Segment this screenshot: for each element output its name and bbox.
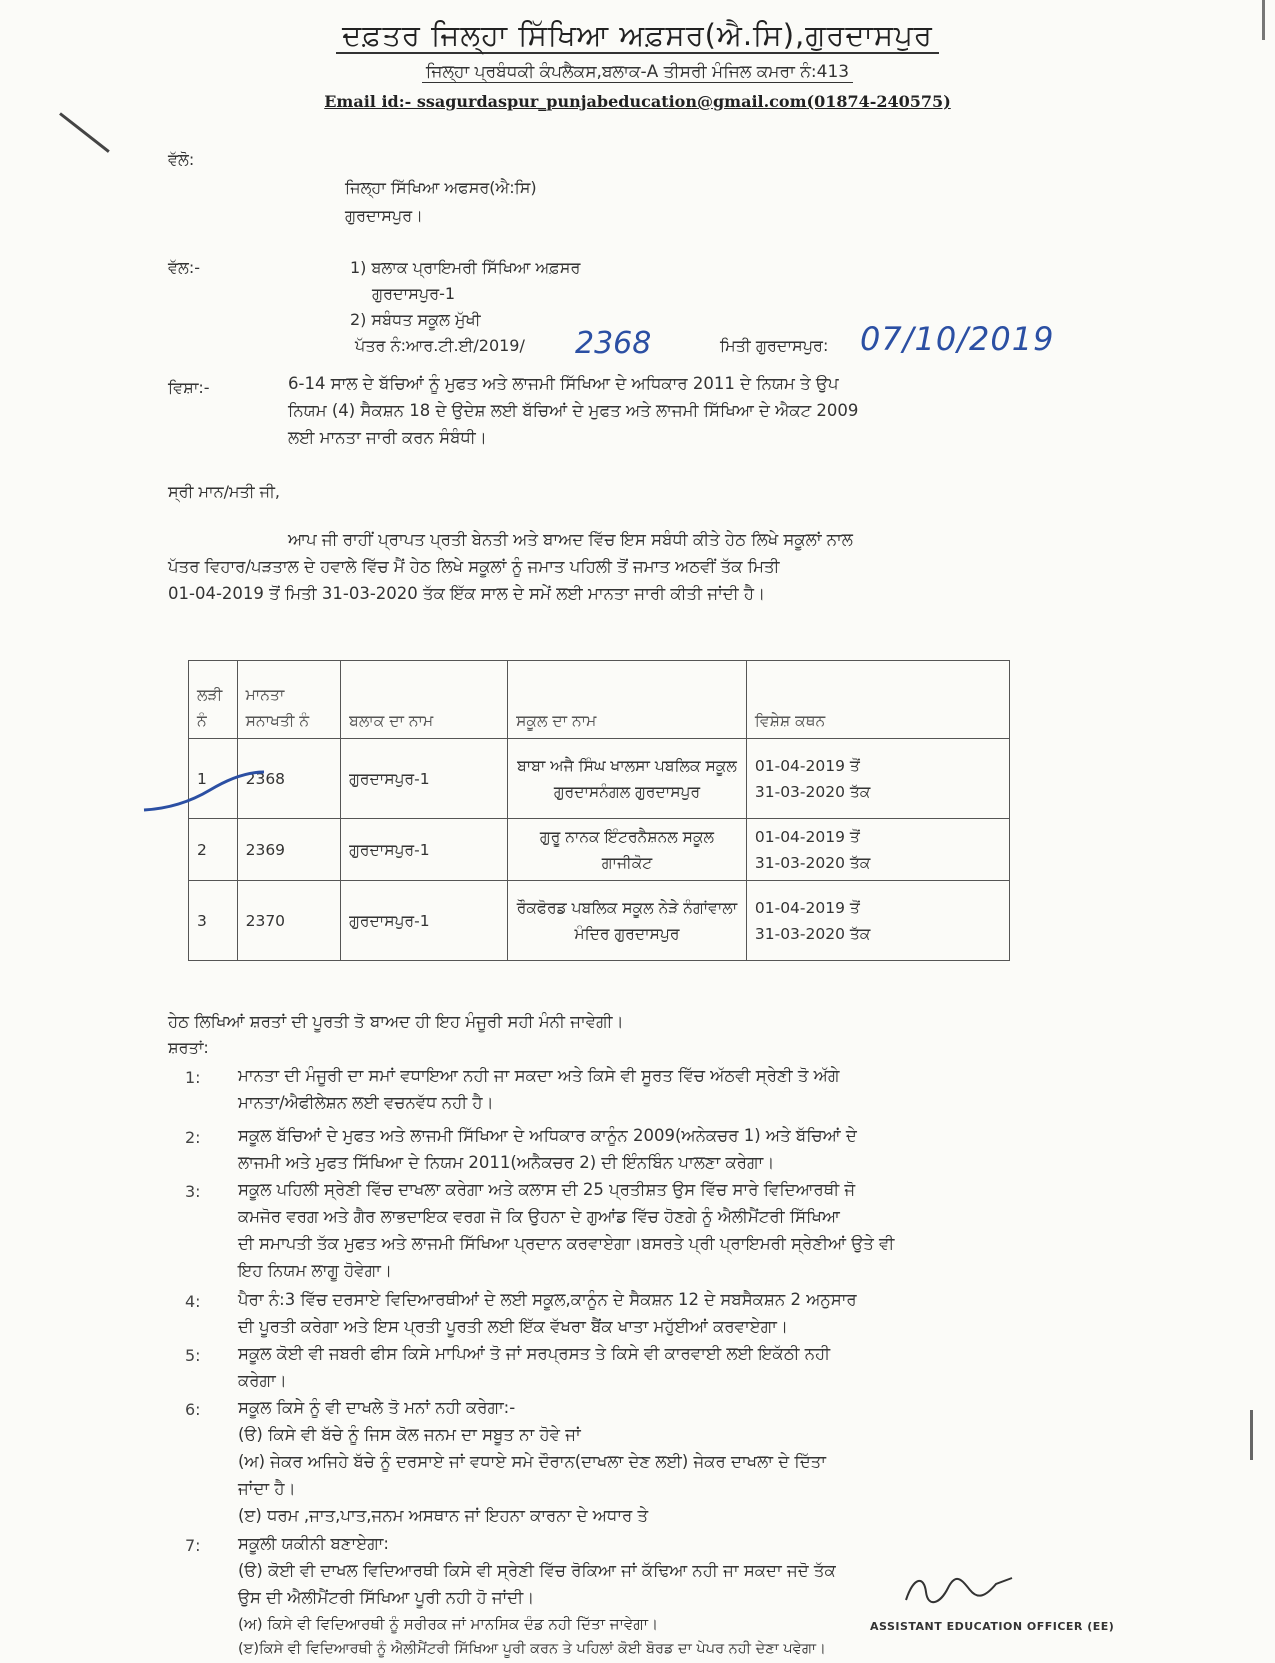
signature [900, 1570, 1020, 1610]
condition-3-line-1: ਸਕੂਲ ਪਹਿਲੀ ਸ੍ਰੇਣੀ ਵਿੱਚ ਦਾਖਲਾ ਕਰੇਗਾ ਅਤੇ ਕਲਾਸ ਦੀ 25 ਪ੍ਰਤੀਸ਼ਤ ਉਸ ਵਿੱਚ ਸਾਰੇ ਵਿਦਿਆਰਥੀ ਜੋ [238, 1180, 856, 1199]
condition-2-number: 2: [185, 1128, 201, 1147]
header-remarks: ਵਿਸ਼ੇਸ਼ ਕਥਨ [746, 661, 1009, 739]
cell-recognition-id: 2368 [237, 739, 341, 819]
to-line-3: 2) ਸਬੰਧਤ ਸਕੂਲ ਮੁੱਖੀ [350, 310, 481, 329]
condition-3-line-2: ਕਮਜੋਰ ਵਰਗ ਅਤੇ ਗੈਰ ਲਾਭਦਾਇਕ ਵਰਗ ਜੋ ਕਿ ਉਹਨਾ ਦੇ ਗੁਆਂਡ ਵਿੱਚ ਹੋਣਗੇ ਨੂੰ ਐਲੀਮੈਂਟਰੀ ਸਿੱਖਿਆ [238, 1207, 840, 1226]
condition-7-line-1: ਸਕੂਲੀ ਯਕੀਨੀ ਬਣਾਏਗਾ: [238, 1534, 389, 1553]
from-line-1: ਜਿਲ੍ਹਾ ਸਿੱਖਿਆ ਅਫਸਰ(ਐ:ਸਿ) [345, 178, 537, 197]
handwritten-tick [140, 768, 270, 818]
to-label: ਵੱਲ:- [168, 258, 200, 277]
cell-block: ਗੁਰਦਾਸਪੁਰ-1 [341, 881, 508, 961]
scan-mark-left [59, 112, 110, 153]
cell-remarks [746, 739, 1009, 819]
body-line-1: ਆਪ ਜੀ ਰਾਹੀਂ ਪ੍ਰਾਪਤ ਪ੍ਰਤੀ ਬੇਨਤੀ ਅਤੇ ਬਾਅਦ ਵਿੱਚ ਇਸ ਸਬੰਧੀ ਕੀਤੇ ਹੇਠ ਲਿਖੇ ਸਕੂਲਾਂ ਨਾਲ [288, 530, 853, 549]
salutation: ਸ੍ਰੀ ਮਾਨ/ਮਤੀ ਜੀ, [168, 482, 280, 501]
cell-remarks [746, 819, 1009, 881]
letter-date-handwritten: 07/10/2019 [860, 320, 1055, 358]
cell-serial: 1 [189, 739, 238, 819]
header-block: ਬਲਾਕ ਦਾ ਨਾਮ [341, 661, 508, 739]
approval-note: ਹੇਠ ਲਿਖਿਆਂ ਸ਼ਰਤਾਂ ਦੀ ਪੂਰਤੀ ਤੋ ਬਾਅਦ ਹੀ ਇਹ ਮੰਜੂਰੀ ਸਹੀ ਮੰਨੀ ਜਾਵੇਗੀ। [168, 1012, 624, 1031]
subject-line-2: ਨਿਯਮ (4) ਸੈਕਸ਼ਨ 18 ਦੇ ਉਦੇਸ਼ ਲਈ ਬੱਚਿਆਂ ਦੇ ਮੁਫਤ ਅਤੇ ਲਾਜਮੀ ਸਿੱਖਿਆ ਦੇ ਐਕਟ 2009 [288, 401, 859, 420]
condition-2-line-2: ਲਾਜਮੀ ਅਤੇ ਮੁਫਤ ਸਿੱਖਿਆ ਦੇ ਨਿਯਮ 2011(ਅਨੈਕਚਰ 2) ਦੀ ਇੰਨਬਿੰਨ ਪਾਲਣਾ ਕਰੇਗਾ। [238, 1153, 775, 1172]
from-line-2: ਗੁਰਦਾਸਪੁਰ। [345, 206, 423, 225]
condition-1-line-2: ਮਾਨਤਾ/ਐਫੀਲੇਸ਼ਨ ਲਈ ਵਚਨਵੱਧ ਨਹੀ ਹੈ। [238, 1093, 494, 1112]
remark-to: 31-03-2020 ਤੱਕ [754, 853, 871, 872]
condition-6-line-2: (ੳ) ਕਿਸੇ ਵੀ ਬੱਚੇ ਨੂੰ ਜਿਸ ਕੋਲ ਜਨਮ ਦਾ ਸਬੂਤ ਨਾ ਹੋਵੇ ਜਾਂ [238, 1425, 581, 1444]
condition-1-number: 1: [185, 1068, 201, 1087]
condition-5-line-2: ਕਰੇਗਾ। [238, 1371, 287, 1390]
cell-block: ਗੁਰਦਾਸਪੁਰ-1 [341, 819, 508, 881]
cell-recognition-id: 2370 [237, 881, 341, 961]
table-row [189, 819, 1010, 881]
subject-line-1: 6-14 ਸਾਲ ਦੇ ਬੱਚਿਆਂ ਨੂੰ ਮੁਫਤ ਅਤੇ ਲਾਜਮੀ ਸਿੱਖਿਆ ਦੇ ਅਧਿਕਾਰ 2011 ਦੇ ਨਿਯਮ ਤੇ ਉਪ [288, 374, 839, 393]
schools-table [188, 660, 1010, 961]
conditions-label: ਸ਼ਰਤਾਂ: [168, 1038, 209, 1057]
header-recognition-id: ਮਾਨਤਾ ਸਨਾਖਤੀ ਨੰ [237, 661, 341, 739]
condition-7-line-5: (ੲ)ਕਿਸੇ ਵੀ ਵਿਦਿਆਰਥੀ ਨੂੰ ਐਲੀਮੈਂਟਰੀ ਸਿੱਖਿਆ ਪੂਰੀ ਕਰਨ ਤੇ ਪਹਿਲਾਂ ਕੋਈ ਬੋਰਡ ਦਾ ਪੇਪਰ ਨਹੀ ਦੇਣਾ ਪਵੇਗਾ। [238, 1641, 826, 1657]
condition-6-line-4: ਜਾਂਦਾ ਹੈ। [238, 1479, 296, 1498]
subject-label: ਵਿਸ਼ਾ:- [168, 378, 210, 397]
cell-serial: 2 [189, 819, 238, 881]
office-heading: ਦਫ਼ਤਰ ਜਿਲ੍ਹਾ ਸਿੱਖਿਆ ਅਫ਼ਸਰ(ਐ.ਸਿ),ਗੁਰਦਾਸਪੁਰ [0, 18, 1275, 53]
condition-4-number: 4: [185, 1292, 201, 1311]
to-line-2: ਗੁਰਦਾਸਪੁਰ-1 [372, 284, 456, 303]
condition-7-line-4: (ਅ) ਕਿਸੇ ਵੀ ਵਿਦਿਆਰਥੀ ਨੂੰ ਸਰੀਰਕ ਜਾਂ ਮਾਨਸਿਕ ਦੰਡ ਨਹੀ ਦਿੱਤਾ ਜਾਵੇਗਾ। [238, 1615, 659, 1633]
condition-6-line-5: (ੲ) ਧਰਮ ,ਜਾਤ,ਪਾਤ,ਜਨਮ ਅਸਥਾਨ ਜਾਂ ਇਹਨਾ ਕਾਰਨਾ ਦੇ ਅਧਾਰ ਤੇ [238, 1506, 649, 1525]
condition-4-line-2: ਦੀ ਪੂਰਤੀ ਕਰੇਗਾ ਅਤੇ ਇਸ ਪ੍ਰਤੀ ਪੂਰਤੀ ਲਈ ਇੱਕ ਵੱਖਰਾ ਬੈਂਕ ਖਾਤਾ ਮਹੁੱਈਆਂ ਕਰਵਾਏਗਾ। [238, 1317, 788, 1336]
header-school: ਸਕੂਲ ਦਾ ਨਾਮ [508, 661, 747, 739]
condition-7-line-3: ਉਸ ਦੀ ਐਲੀਮੈਂਟਰੀ ਸਿੱਖਿਆ ਪੂਰੀ ਨਹੀ ਹੋ ਜਾਂਦੀ। [238, 1588, 535, 1607]
from-label: ਵੱਲੋ: [168, 150, 195, 169]
condition-6-line-3: (ਅ) ਜੇਕਰ ਅਜਿਹੇ ਬੱਚੇ ਨੂੰ ਦਰਸਾਏ ਜਾਂ ਵਧਾਏ ਸਮੇ ਦੌਰਾਨ(ਦਾਖਲਾ ਦੇਣ ਲਈ) ਜੇਕਰ ਦਾਖਲਾ ਦੇ ਦਿੱਤਾ [238, 1452, 826, 1471]
table-row [189, 881, 1010, 961]
cell-school: ਰੌਕਫੋਰਡ ਪਬਲਿਕ ਸਕੂਲ ਨੇੜੇ ਨੰਗਾਂਵਾਲਾ ਮੰਦਿਰ ਗੁਰਦਾਸਪੁਰ [508, 881, 747, 961]
letter-number-handwritten: 2368 [575, 326, 652, 361]
condition-3-line-3: ਦੀ ਸਮਾਪਤੀ ਤੱਕ ਮੁਫਤ ਅਤੇ ਲਾਜਮੀ ਸਿੱਖਿਆ ਪ੍ਰਦਾਨ ਕਰਵਾਏਗਾ।ਬਸਰਤੇ ਪ੍ਰੀ ਪ੍ਰਾਇਮਰੀ ਸ੍ਰੇਣੀਆਂ ਉਤੇ ਵੀ [238, 1234, 895, 1253]
condition-2-line-1: ਸਕੂਲ ਬੱਚਿਆਂ ਦੇ ਮੁਫਤ ਅਤੇ ਲਾਜਮੀ ਸਿੱਖਿਆ ਦੇ ਅਧਿਕਾਰ ਕਾਨੂੰਨ 2009(ਅਨੇਕਚਰ 1) ਅਤੇ ਬੱਚਿਆਂ ਦੇ [238, 1126, 857, 1145]
office-email: Email id:- ssagurdaspur_punjabeducation@gmail.com(01874-240575) [324, 92, 951, 111]
table-row [189, 739, 1010, 819]
body-line-3: 01-04-2019 ਤੋਂ ਮਿਤੀ 31-03-2020 ਤੱਕ ਇੱਕ ਸਾਲ ਦੇ ਸਮੇਂ ਲਈ ਮਾਨਤਾ ਜਾਰੀ ਕੀਤੀ ਜਾਂਦੀ ਹੈ। [168, 584, 766, 603]
cell-school: ਗੁਰੂ ਨਾਨਕ ਇੰਟਰਨੈਸ਼ਨਲ ਸਕੂਲ ਗਾਜੀਕੋਟ [508, 819, 747, 881]
header-serial: ਲੜੀ ਨੰ [189, 661, 238, 739]
scan-mark-right-mid [1250, 1410, 1253, 1460]
condition-7-line-2: (ੳ) ਕੋਈ ਵੀ ਦਾਖਲ ਵਿਦਿਆਰਥੀ ਕਿਸੇ ਵੀ ਸ੍ਰੇਣੀ ਵਿੱਚ ਰੋਕਿਆ ਜਾਂ ਕੱਢਿਆ ਨਹੀ ਜਾ ਸਕਦਾ ਜਦੋ ਤੱਕ [238, 1561, 836, 1580]
remark-from: 01-04-2019 ਤੋਂ [754, 756, 860, 775]
condition-4-line-1: ਪੈਰਾ ਨੰ:3 ਵਿੱਚ ਦਰਸਾਏ ਵਿਦਿਆਰਥੀਆਂ ਦੇ ਲਈ ਸਕੂਲ,ਕਾਨੂੰਨ ਦੇ ਸੈਕਸ਼ਨ 12 ਦੇ ਸਬਸੈਕਸ਼ਨ 2 ਅਨੁਸਾਰ [238, 1290, 857, 1309]
remark-from: 01-04-2019 ਤੋਂ [754, 827, 860, 846]
office-address: ਜਿਲ੍ਹਾ ਪ੍ਰਬੰਧਕੀ ਕੰਪਲੈਕਸ,ਬਲਾਕ-A ਤੀਸਰੀ ਮੰਜਿਲ ਕਮਰਾ ਨੰ:413 [0, 62, 1275, 82]
body-line-2: ਪੱਤਰ ਵਿਹਾਰ/ਪੜਤਾਲ ਦੇ ਹਵਾਲੇ ਵਿੱਚ ਮੈਂ ਹੇਠ ਲਿਖੇ ਸਕੂਲਾਂ ਨੂੰ ਜਮਾਤ ਪਹਿਲੀ ਤੋਂ ਜਮਾਤ ਅਠਵੀਂ ਤੱਕ ਮਿਤੀ [168, 557, 780, 576]
cell-recognition-id: 2369 [237, 819, 341, 881]
cell-block: ਗੁਰਦਾਸਪੁਰ-1 [341, 739, 508, 819]
remark-to: 31-03-2020 ਤੱਕ [754, 782, 871, 801]
condition-5-line-1: ਸਕੂਲ ਕੋਈ ਵੀ ਜਬਰੀ ਫੀਸ ਕਿਸੇ ਮਾਪਿਆਂ ਤੋ ਜਾਂ ਸਰਪ੍ਰਸਤ ਤੇ ਕਿਸੇ ਵੀ ਕਾਰਵਾਈ ਲਈ ਇਕੱਠੀ ਨਹੀ [238, 1344, 831, 1363]
remark-from: 01-04-2019 ਤੋਂ [754, 898, 860, 917]
cell-serial: 3 [189, 881, 238, 961]
subject-line-3: ਲਈ ਮਾਨਤਾ ਜਾਰੀ ਕਰਨ ਸੰਬੰਧੀ। [288, 428, 487, 447]
condition-5-number: 5: [185, 1346, 201, 1365]
letter-number-label: ਪੱਤਰ ਨੰ:ਆਰ.ਟੀ.ਈ/2019/ [355, 336, 525, 355]
to-line-1: 1) ਬਲਾਕ ਪ੍ਰਾਇਮਰੀ ਸਿੱਖਿਆ ਅਫ਼ਸਰ [350, 258, 581, 277]
condition-1-line-1: ਮਾਨਤਾ ਦੀ ਮੰਜੂਰੀ ਦਾ ਸਮਾਂ ਵਧਾਇਆ ਨਹੀ ਜਾ ਸਕਦਾ ਅਤੇ ਕਿਸੇ ਵੀ ਸੂਰਤ ਵਿੱਚ ਅੱਠਵੀ ਸ੍ਰੇਣੀ ਤੋ ਅੱਗੇ [238, 1066, 840, 1085]
letter-date-label: ਮਿਤੀ ਗੁਰਦਾਸਪੁਰ: [720, 336, 829, 355]
condition-7-number: 7: [185, 1536, 201, 1555]
cell-school: ਬਾਬਾ ਅਜੈ ਸਿੰਘ ਖਾਲਸਾ ਪਬਲਿਕ ਸਕੂਲ ਗੁਰਦਾਸਨੰਗਲ ਗੁਰਦਾਸਪੁਰ [508, 739, 747, 819]
condition-6-number: 6: [185, 1400, 201, 1419]
officer-stamp: ASSISTANT EDUCATION OFFICER (EE) [870, 1620, 1115, 1633]
cell-remarks [746, 881, 1009, 961]
condition-6-line-1: ਸਕੂਲ ਕਿਸੇ ਨੂੰ ਵੀ ਦਾਖਲੇ ਤੋ ਮਨਾਂ ਨਹੀ ਕਰੇਗਾ:- [238, 1398, 516, 1417]
remark-to: 31-03-2020 ਤੱਕ [754, 924, 871, 943]
condition-3-number: 3: [185, 1182, 201, 1201]
condition-3-line-4: ਇਹ ਨਿਯਮ ਲਾਗੂ ਹੋਵੇਗਾ। [238, 1261, 392, 1280]
